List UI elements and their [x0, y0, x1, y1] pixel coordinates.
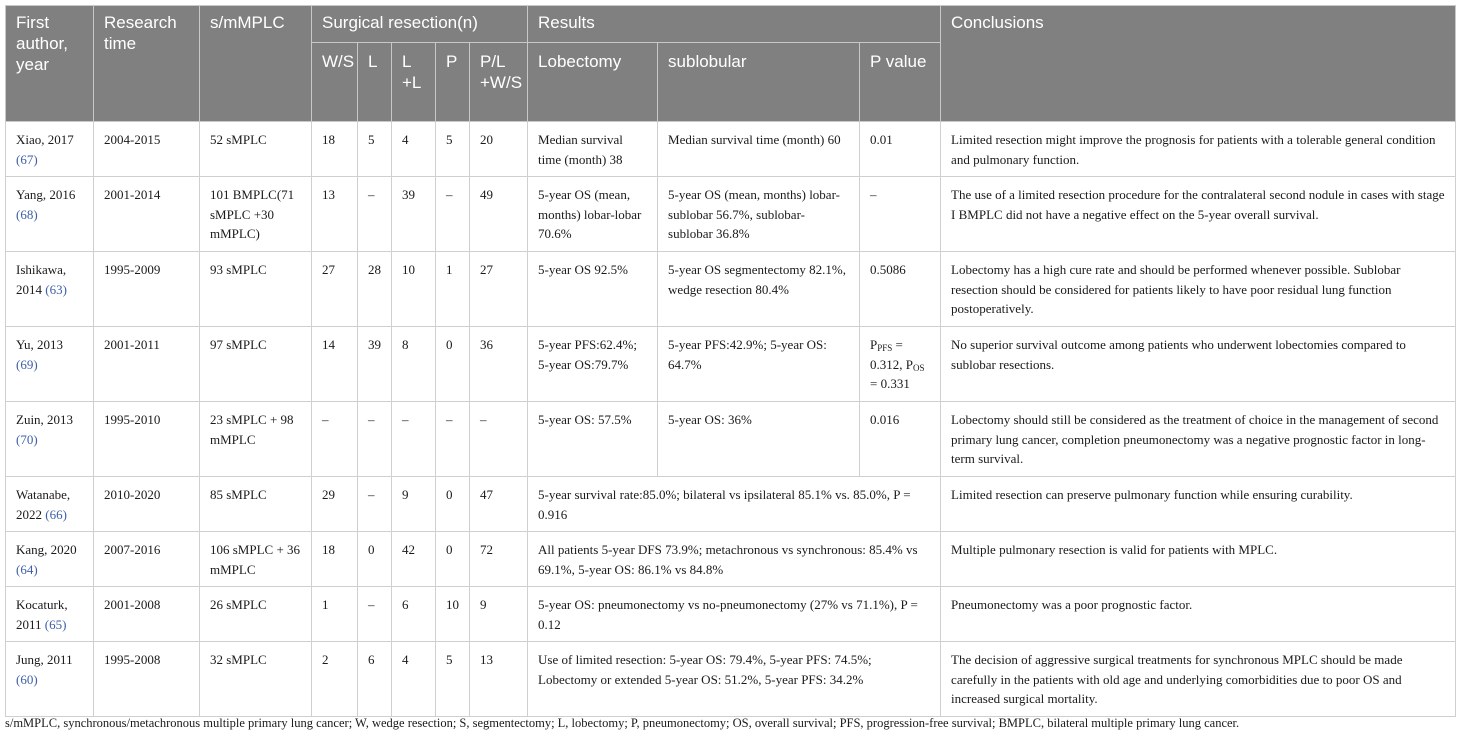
table-row [6, 327, 1456, 402]
cell-conclusion: No superior survival outcome among patients who underwent lobectomies compared to sublobar resections. [941, 327, 1456, 402]
cell-p-value [860, 327, 941, 402]
cell-time: 2007-2016 [94, 532, 200, 587]
cell-ws: 2 [312, 642, 358, 717]
mplc-resection-table [5, 5, 1456, 717]
cell-results-merged: 5-year OS: pneumonectomy vs no-pneumonectomy (27% vs 71.1%), P = 0.12 [528, 587, 941, 642]
cell-author [6, 587, 94, 642]
cell-conclusion: The use of a limited resection procedure for the contralateral second nodule in cases with stage I BMPLC did not have a negative effect on the 5-year overall survival. [941, 177, 1456, 252]
cell-author [6, 402, 94, 477]
table-container [5, 5, 1455, 717]
author-text: Jung, 2011 [16, 652, 73, 667]
table-row [6, 402, 1456, 477]
cell-p: – [436, 177, 470, 252]
cell-sublobular: 5-year OS (mean, months) lobar-sublobar 56.7%, sublobar-sublobar 36.8% [658, 177, 860, 252]
cell-conclusion: Pneumonectomy was a poor prognostic factor. [941, 587, 1456, 642]
p-label: P [870, 337, 878, 352]
cell-cases: 26 sMPLC [200, 587, 312, 642]
header-p: P [436, 43, 470, 122]
cell-p: – [436, 402, 470, 477]
cell-p: 5 [436, 122, 470, 177]
cell-cases: 106 sMPLC + 36 mMPLC [200, 532, 312, 587]
cell-lobectomy: 5-year OS (mean, months) lobar-lobar 70.6% [528, 177, 658, 252]
cell-cases: 101 BMPLC(71 sMPLC +30 mMPLC) [200, 177, 312, 252]
cell-sublobular: 5-year PFS:42.9%; 5-year OS: 64.7% [658, 327, 860, 402]
cell-cases: 23 sMPLC + 98 mMPLC [200, 402, 312, 477]
cell-l: 39 [358, 327, 392, 402]
cell-p-value: 0.016 [860, 402, 941, 477]
header-first-author: First author, year [6, 6, 94, 122]
author-text: Ishikawa, 2014 [16, 262, 67, 297]
cell-time: 2004-2015 [94, 122, 200, 177]
cell-plws: 27 [470, 252, 528, 327]
cell-plws: 20 [470, 122, 528, 177]
author-text: Watanabe, 2022 [16, 487, 71, 522]
cell-time: 1995-2010 [94, 402, 200, 477]
p-value-pfs: = 0.312, [870, 337, 906, 372]
header-sublobular: sublobular [658, 43, 860, 122]
reference-link[interactable]: (66) [45, 506, 67, 522]
cell-l: – [358, 477, 392, 532]
cell-p-value: 0.01 [860, 122, 941, 177]
header-l: L [358, 43, 392, 122]
cell-p-value: 0.5086 [860, 252, 941, 327]
table-footnote: s/mMPLC, synchronous/metachronous multiple primary lung cancer; W, wedge resection; S, segmentectomy; L, lobectomy; P, pneumonectomy; OS, overall survival; PFS, progression-free survival; BMPLC, bilateral multiple primary lung cancer. [5, 716, 1240, 730]
table-row [6, 177, 1456, 252]
cell-l: – [358, 402, 392, 477]
cell-lobectomy: Median survival time (month) 38 [528, 122, 658, 177]
cell-time: 1995-2009 [94, 252, 200, 327]
cell-plws: 47 [470, 477, 528, 532]
table-row [6, 252, 1456, 327]
cell-ws: 18 [312, 532, 358, 587]
cell-results-merged: 5-year survival rate:85.0%; bilateral vs ipsilateral 85.1% vs. 85.0%, P = 0.916 [528, 477, 941, 532]
header-ll: L +L [392, 43, 436, 122]
cell-lobectomy: 5-year PFS:62.4%; 5-year OS:79.7% [528, 327, 658, 402]
author-text: Kang, 2020 [16, 542, 77, 557]
header-surgical-resection: Surgical resection(n) [312, 6, 528, 43]
p-subscript-os: OS [913, 362, 925, 373]
cell-cases: 32 sMPLC [200, 642, 312, 717]
cell-p: 0 [436, 327, 470, 402]
header-p-value: P value [860, 43, 941, 122]
table-row [6, 642, 1456, 717]
cell-cases: 93 sMPLC [200, 252, 312, 327]
cell-conclusion: The decision of aggressive surgical treatments for synchronous MPLC should be made carefully in the patients with old age and underlying comorbidities due to poor OS and increased surgical mortality. [941, 642, 1456, 717]
cell-l: 28 [358, 252, 392, 327]
cell-plws: 49 [470, 177, 528, 252]
cell-ll: 9 [392, 477, 436, 532]
reference-link[interactable]: (68) [16, 206, 38, 222]
cell-sublobular: 5-year OS segmentectomy 82.1%, wedge resection 80.4% [658, 252, 860, 327]
cell-time: 2001-2014 [94, 177, 200, 252]
cell-ll: 39 [392, 177, 436, 252]
cell-ll: 42 [392, 532, 436, 587]
header-lobectomy: Lobectomy [528, 43, 658, 122]
cell-time: 2001-2011 [94, 327, 200, 402]
cell-author [6, 252, 94, 327]
header-results: Results [528, 6, 941, 43]
table-row [6, 477, 1456, 532]
cell-cases: 52 sMPLC [200, 122, 312, 177]
cell-conclusion: Lobectomy should still be considered as the treatment of choice in the management of second primary lung cancer, completion pneumonectomy was a negative prognostic factor in long-term survival. [941, 402, 1456, 477]
table-header [6, 6, 1456, 122]
cell-l: 6 [358, 642, 392, 717]
cell-cases: 97 sMPLC [200, 327, 312, 402]
author-text: Yu, 2013 [16, 337, 63, 352]
cell-p: 10 [436, 587, 470, 642]
reference-link[interactable]: (65) [44, 616, 67, 632]
cell-conclusion: Limited resection can preserve pulmonary function while ensuring curability. [941, 477, 1456, 532]
cell-ll: – [392, 402, 436, 477]
cell-sublobular: 5-year OS: 36% [658, 402, 860, 477]
cell-l: – [358, 177, 392, 252]
cell-ws: – [312, 402, 358, 477]
cell-ll: 10 [392, 252, 436, 327]
cell-author [6, 122, 94, 177]
cell-ws: 18 [312, 122, 358, 177]
reference-link[interactable]: (70) [16, 431, 38, 447]
cell-lobectomy: 5-year OS: 57.5% [528, 402, 658, 477]
cell-ll: 4 [392, 642, 436, 717]
header-ws: W/S [312, 43, 358, 122]
cell-l: 0 [358, 532, 392, 587]
author-text: Kocaturk, 2011 [16, 597, 68, 632]
cell-author [6, 327, 94, 402]
cell-p: 0 [436, 532, 470, 587]
table-body [6, 122, 1456, 717]
cell-p-value: – [860, 177, 941, 252]
cell-ws: 27 [312, 252, 358, 327]
p-value-os: = 0.331 [870, 376, 910, 391]
header-plws: P/L +W/S [470, 43, 528, 122]
cell-results-merged: Use of limited resection: 5-year OS: 79.4%, 5-year PFS: 74.5%; Lobectomy or extended 5-year OS: 51.2%, 5-year PFS: 34.2% [528, 642, 941, 717]
header-s-mmplc: s/mMPLC [200, 6, 312, 122]
cell-conclusion: Multiple pulmonary resection is valid for patients with MPLC. [941, 532, 1456, 587]
cell-plws: 13 [470, 642, 528, 717]
cell-p: 0 [436, 477, 470, 532]
p-label: P [905, 356, 914, 372]
cell-plws: 36 [470, 327, 528, 402]
p-subscript-pfs: PFS [877, 343, 893, 353]
cell-p: 1 [436, 252, 470, 327]
cell-plws: 72 [470, 532, 528, 587]
reference-link[interactable]: (64) [16, 561, 38, 577]
table-row [6, 532, 1456, 587]
cell-time: 2001-2008 [94, 587, 200, 642]
cell-time: 1995-2008 [94, 642, 200, 717]
cell-ws: 13 [312, 177, 358, 252]
cell-author [6, 477, 94, 532]
cell-l: – [358, 587, 392, 642]
cell-p: 5 [436, 642, 470, 717]
cell-lobectomy: 5-year OS 92.5% [528, 252, 658, 327]
cell-ws: 14 [312, 327, 358, 402]
header-conclusions: Conclusions [941, 6, 1456, 122]
reference-link[interactable]: (63) [45, 281, 67, 297]
cell-author [6, 642, 94, 717]
cell-ll: 8 [392, 327, 436, 402]
cell-ws: 29 [312, 477, 358, 532]
author-text: Zuin, 2013 [16, 412, 74, 427]
cell-conclusion: Limited resection might improve the prognosis for patients with a tolerable general condition and pulmonary function. [941, 122, 1456, 177]
cell-sublobular: Median survival time (month) 60 [658, 122, 860, 177]
table-row [6, 122, 1456, 177]
cell-l: 5 [358, 122, 392, 177]
cell-ll: 4 [392, 122, 436, 177]
cell-ll: 6 [392, 587, 436, 642]
reference-link[interactable]: (67) [16, 151, 38, 167]
cell-time: 2010-2020 [94, 477, 200, 532]
author-text: Yang, 2016 [16, 187, 76, 202]
cell-results-merged: All patients 5-year DFS 73.9%; metachronous vs synchronous: 85.4% vs 69.1%, 5-year OS: 86.1% vs 84.8% [528, 532, 941, 587]
reference-link[interactable]: (69) [16, 356, 38, 372]
cell-plws: – [470, 402, 528, 477]
header-research-time: Research time [94, 6, 200, 122]
cell-cases: 85 sMPLC [200, 477, 312, 532]
reference-link[interactable]: (60) [16, 671, 38, 687]
cell-author [6, 532, 94, 587]
table-row [6, 587, 1456, 642]
cell-conclusion: Lobectomy has a high cure rate and should be performed whenever possible. Sublobar resection should be considered for patients likely to have poor residual lung function postoperatively. [941, 252, 1456, 327]
cell-plws: 9 [470, 587, 528, 642]
cell-author [6, 177, 94, 252]
author-text: Xiao, 2017 [16, 132, 74, 147]
cell-ws: 1 [312, 587, 358, 642]
